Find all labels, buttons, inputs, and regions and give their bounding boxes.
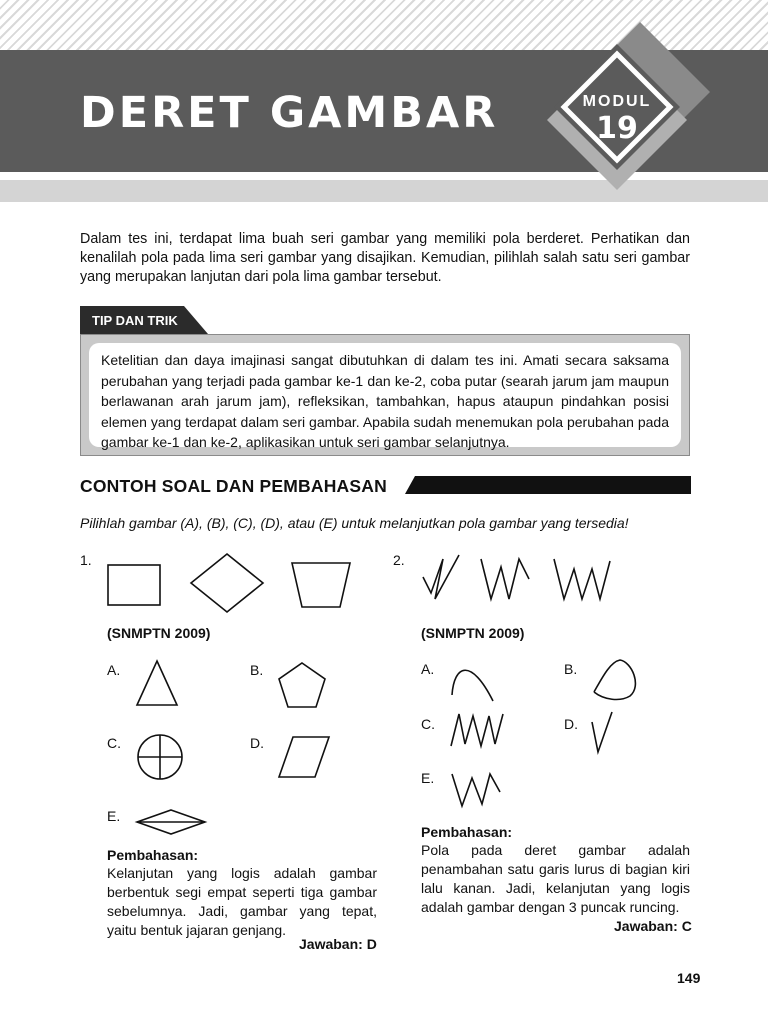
q2-w-shape-figure xyxy=(450,768,502,808)
q1-rectangle-figure xyxy=(107,564,161,606)
q1-answer: Jawaban: D xyxy=(299,936,377,952)
section-heading-bar xyxy=(405,476,691,494)
page-title: DERET GAMBAR xyxy=(80,88,499,138)
q1-circle-cross-figure xyxy=(135,732,185,782)
q2-option-b: B. xyxy=(564,661,578,677)
modul-number: 19 xyxy=(596,111,638,146)
q1-option-b: B. xyxy=(250,662,264,678)
q1-option-c: C. xyxy=(107,735,121,751)
q2-zigzag-3-figure xyxy=(552,553,612,601)
modul-badge xyxy=(545,20,715,200)
q1-source: (SNMPTN 2009) xyxy=(107,625,211,641)
tip-inner xyxy=(89,343,681,450)
q2-zigzag-2-figure xyxy=(479,553,531,601)
tip-label: TIP DAN TRIK xyxy=(92,313,178,328)
q2-option-d: D. xyxy=(564,716,578,732)
q1-parallelogram-figure xyxy=(277,735,331,779)
q2-discussion-title: Pembahasan: xyxy=(421,824,513,840)
q1-flat-diamond-figure xyxy=(135,808,207,836)
tip-tab xyxy=(80,306,210,336)
q1-triangle-figure xyxy=(135,659,179,707)
tip-text: Ketelitian dan daya imajinasi sangat dibutuhkan di dalam tes ini. Amati secara saksama perubahan yang terjadi pada gambar ke-1 dan ke-2, coba putar (searah jarum jam maupun berlawanan arah jarum jam), refleksikan, tambahkan, hapus ataupun pindahkan posisi elemen yang terdapat dalam seri gambar. Apabila sudah menemukan pola perubahan pada gambar ke-1 dan ke-2, aplikasikan untuk seri gambar selanjutnya. xyxy=(101,352,669,450)
q2-source: (SNMPTN 2009) xyxy=(421,625,525,641)
q1-option-a: A. xyxy=(107,662,121,678)
q2-v-shape-figure xyxy=(590,710,614,754)
q2-curve-arch-figure xyxy=(449,657,497,705)
q1-diamond-figure xyxy=(189,552,265,614)
q1-option-e: E. xyxy=(107,808,121,824)
q1-number: 1. xyxy=(80,552,92,568)
q1-discussion: Kelanjutan yang logis adalah gambar berbentuk segi empat seperti tiga gambar sebelumnya. Jadi, gambar yang tepat, yaitu bentuk jajaran genjang. xyxy=(107,865,377,938)
q1-pentagon-figure xyxy=(277,661,327,709)
q2-zigzag-peaks-figure xyxy=(449,710,505,748)
tip-box xyxy=(80,334,690,456)
q1-trapezoid-figure xyxy=(290,561,352,609)
page-number: 149 xyxy=(677,970,701,986)
q2-discussion: Pola pada deret gambar adalah penambahan satu garis lurus di bagian kiri lalu kanan. Jadi, kelanjutan yang logis adalah gambar dengan 3 puncak runcing. xyxy=(421,842,690,915)
intro-paragraph: Dalam tes ini, terdapat lima buah seri gambar yang memiliki pola berderet. Perhatikan dan kenalilah pola pada lima seri gambar yang disajikan. Kemudian, pilihlah salah satu seri gambar yang merupakan lanjutan dari pola lima gambar tersebut. xyxy=(80,231,690,285)
q2-number: 2. xyxy=(393,552,405,568)
section-heading: CONTOH SOAL DAN PEMBAHASAN xyxy=(80,476,387,496)
q2-option-a: A. xyxy=(421,661,435,677)
q2-curve-loop-figure xyxy=(590,656,640,706)
q2-option-c: C. xyxy=(421,716,435,732)
q1-option-d: D. xyxy=(250,735,264,751)
modul-label: MODUL xyxy=(582,93,652,110)
q2-answer: Jawaban: C xyxy=(614,918,692,934)
q2-zigzag-1-figure xyxy=(421,553,463,601)
q2-option-e: E. xyxy=(421,770,435,786)
section-instruction: Pilihlah gambar (A), (B), (C), (D), atau (E) untuk melanjutkan pola gambar yang tersedia! xyxy=(80,515,629,531)
q1-discussion-title: Pembahasan: xyxy=(107,847,199,863)
